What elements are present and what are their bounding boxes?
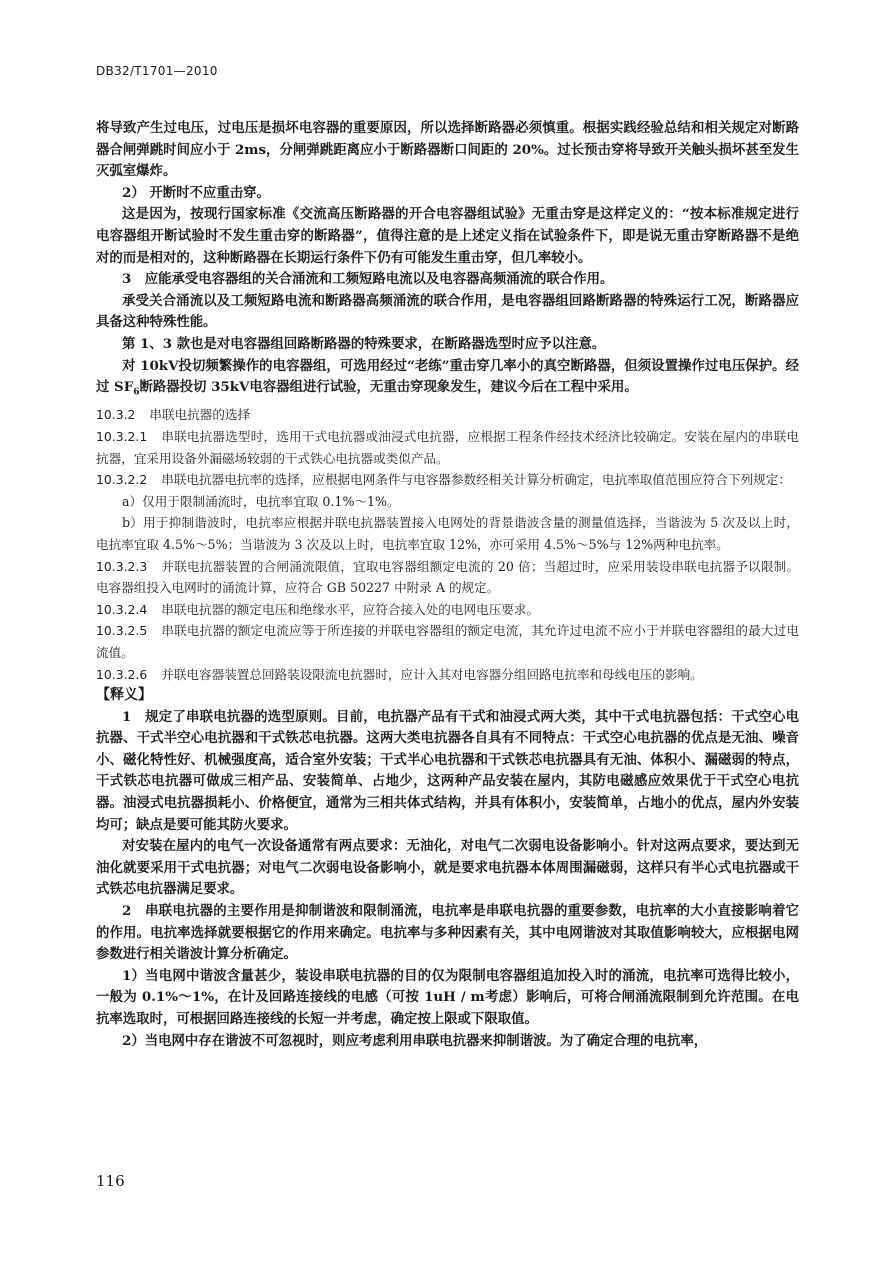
paragraph: 1）当电网中谐波含量甚少，装设串联电抗器的目的仅为限制电容器组追加投入时的涌流，电抗率可选得比较小，一般为 0.1%～1%，在计及回路连接线的电感（可按 1uH / m考虑）影响后，可将合闸涌流限制到允许范围。在电抗率选取时，可根据回路连接线的长短一并考虑，确定按上限或下限取值。 (96, 967, 799, 1028)
paragraph: 将导致产生过电压，过电压是损坏电容器的重要原因，所以选择断路器必须慎重。根据实践经验总结和相关规定对断路器合闸弹跳时间应小于 2ms，分闸弹跳距离应小于断路器断口间距的 20%。过长预击穿将导致开关触头损坏甚至发生灭弧室爆炸。 (96, 120, 799, 180)
clause-number: 10.3.2.1 (96, 428, 148, 444)
document-code: DB32/T1701—2010 (96, 64, 218, 78)
clause (96, 426, 799, 469)
clause-number: 10.3.2.2 (96, 472, 148, 488)
paragraph: 承受关合涌流以及工频短路电流和断路器高频涌流的联合作用，是电容器组回路断路器的特殊运行工况，断路器应具备这种特殊性能。 (96, 292, 799, 331)
clause (96, 469, 799, 491)
page-body (96, 118, 799, 1052)
clause-text: 串联电抗器的额定电流应等于所连接的并联电容器组的额定电流，其允许过电流不应小于并联电容器组的最大过电流值。 (96, 623, 799, 660)
paragraph-text: 对 10kV投切频繁操作的电容器组，可选用经过“老练”重击穿几率小的真空断路器，但须设置操作过电压保护。经过 SF (96, 357, 799, 396)
paragraph-text: 断路器投切 35kV电容器组进行试验，无重击穿现象发生，建议今后在工程中采用。 (139, 379, 638, 396)
paragraph: 第 1、3 款也是对电容器组回路断路器的特殊要求，在断路器选型时应予以注意。 (122, 335, 606, 352)
clause (96, 404, 799, 426)
clause-item: a）仅用于限制涌流时，电抗率宜取 0.1%～1%。 (122, 493, 400, 509)
explanation-heading: 【释义】 (96, 687, 152, 704)
clause-text: 并联电抗器装置的合闸涌流限值，宜取电容器组额定电流的 20 倍；当超过时，应采用装设串联电抗器予以限制。电容器组投入电网时的涌流计算，应符合 GB 50227 中附录 A 的规定。 (96, 558, 799, 596)
clause-number: 10.3.2.3 (96, 558, 148, 574)
paragraph: 2）当电网中存在谐波不可忽视时，则应考虑利用串联电抗器来抑制谐波。为了确定合理的电抗率， (122, 1032, 708, 1049)
paragraph: 3 应能承受电容器组的关合涌流和工频短路电流以及电容器高频涌流的联合作用。 (122, 271, 614, 288)
clause (96, 556, 799, 599)
clause-item: b）用于抑制谐波时，电抗率应根据并联电抗器装置接入电网处的背景谐波含量的测量值选择，当谐波为 5 次及以上时，电抗率宜取 4.5%～5%；当谐波为 3 次及以上时，电抗率宜取 12%，亦可采用 4.5%～5%与 12%两种电抗率。 (96, 515, 799, 552)
clause (96, 664, 799, 686)
clause-text: 串联电抗器的额定电压和绝缘水平，应符合接入处的电网电压要求。 (161, 601, 540, 617)
paragraph: 2） 开断时不应重击穿。 (122, 184, 270, 201)
clause (96, 620, 799, 663)
clause-text: 串联电抗器选型时，选用干式电抗器或油浸式电抗器，应根据工程条件经技术经济比较确定。安装在屋内的串联电抗器，宜采用设备外漏磁场较弱的干式铁心电抗器或类似产品。 (96, 428, 799, 466)
clause-number: 10.3.2.5 (96, 623, 148, 639)
clause-number: 10.3.2 (96, 407, 136, 423)
clause-text: 串联电抗器的选择 (149, 407, 251, 423)
subscript: 6 (133, 387, 140, 398)
clause (96, 599, 799, 621)
page-number: 116 (96, 1172, 125, 1190)
paragraph (96, 356, 799, 405)
paragraph: 这是因为，按现行国家标准《交流高压断路器的开合电容器组试验》无重击穿是这样定义的：“按本标准规定进行电容器组开断试验时不发生重击穿的断路器”，值得注意的是上述定义指在试验条件下，即是说无重击穿断路器不是绝对的而是相对的，这种断路器在长期运行条件下仍有可能发生重击穿，但几率较小。 (96, 206, 799, 266)
clause-text: 并联电容器装置总回路装设限流电抗器时，应计入其对电容器分组回路电抗率和母线电压的影响。 (161, 666, 703, 682)
paragraph: 对安装在屋内的电气一次设备通常有两点要求：无油化，对电气二次弱电设备影响小。针对这两点要求，要达到无油化就要采用干式电抗器；对电气二次弱电设备影响小，就是要求电抗器本体周围漏磁弱，这样只有半心式电抗器或干式铁芯电抗器满足要求。 (96, 838, 799, 898)
clause-number: 10.3.2.6 (96, 666, 148, 682)
paragraph: 1 规定了串联电抗器的选型原则。目前，电抗器产品有干式和油浸式两大类，其中干式电抗器包括：干式空心电抗器、干式半空心电抗器和干式铁芯电抗器。这两大类电抗器各自具有不同特点：干式空心电抗器的优点是无油、噪音小、磁化特性好、机械强度高，适合室外安装；干式半心电抗器和干式铁芯电抗器具有无油、体积小、漏磁弱的特点，干式铁芯电抗器可做成三相产品、安装简单、占地少，这两种产品安装在屋内，其防电磁感应效果优于干式空心电抗器。油浸式电抗器损耗小、价格便宜，通常为三相共体式结构，并具有体积小，安装简单，占地小的优点，屋内外安装均可；缺点是要可能其防火要求。 (96, 708, 799, 833)
clause-text: 串联电抗器电抗率的选择，应根据电网条件与电容器参数经相关计算分析确定，电抗率取值范围应符合下列规定： (161, 472, 791, 488)
clause-number: 10.3.2.4 (96, 601, 148, 617)
paragraph: 2 串联电抗器的主要作用是抑制谐波和限制涌流，电抗率是串联电抗器的重要参数，电抗率的大小直接影响着它的作用。电抗率选择就要根据它的作用来确定。电抗率与多种因素有关，其中电网谐波对其取值影响较大，应根据电网参数进行相关谐波计算分析确定。 (96, 903, 799, 963)
